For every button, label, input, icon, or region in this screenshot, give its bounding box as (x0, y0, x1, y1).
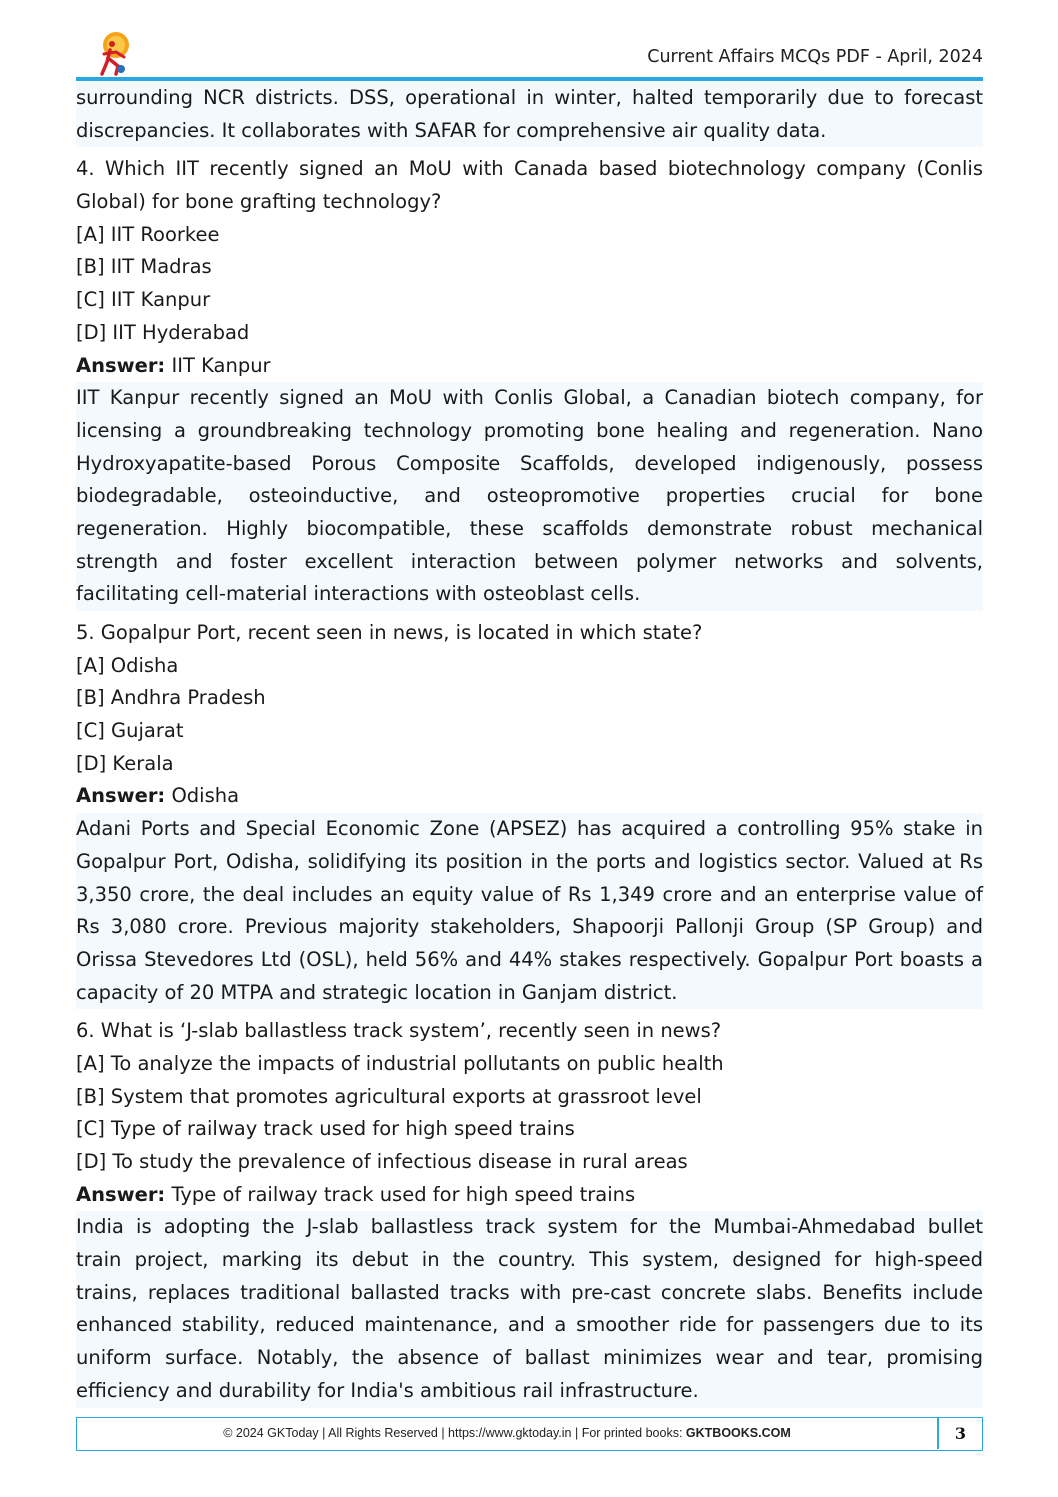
question-text: 5. Gopalpur Port, recent seen in news, is located in which state? (76, 621, 703, 644)
paragraph-line: discrepancies. It collaborates with SAFAR for comprehensive air quality data. (76, 118, 827, 142)
answer-label: Answer: (76, 353, 166, 377)
answer-value: IIT Kanpur (171, 353, 271, 377)
option-a: [A] IIT Roorkee (76, 222, 220, 246)
answer-line (76, 780, 983, 813)
page-number: 3 (954, 1424, 967, 1443)
paragraph-line: trains, replaces traditional ballasted tracks with pre-cast concrete slabs. Benefits include (76, 1280, 983, 1304)
footer-brand-link[interactable]: GKTBOOKS.COM (685, 1426, 791, 1440)
footer-copyright (77, 1418, 937, 1449)
page-footer (76, 1417, 983, 1451)
question-block-5 (76, 617, 983, 1009)
option-b: [B] System that promotes agricultural exports at grassroot level (76, 1084, 702, 1108)
answer-value: Odisha (171, 784, 240, 808)
paragraph-line: capacity of 20 MTPA and strategic location in Ganjam district. (76, 980, 678, 1004)
paragraph-line: India is adopting the J-slab ballastless track system for the Mumbai-Ahmedabad bullet (76, 1215, 983, 1239)
option-c: [C] Gujarat (76, 719, 184, 743)
option-d: [D] IIT Hyderabad (76, 320, 250, 344)
option-c: [C] IIT Kanpur (76, 288, 211, 312)
paragraph-line: IIT Kanpur recently signed an MoU with Conlis Global, a Canadian biotech company, for (76, 386, 983, 410)
paragraph-line: Gopalpur Port, Odisha, solidifying its position in the ports and logistics sector. Valued at Rs (76, 849, 983, 873)
explanation-paragraph (76, 382, 983, 611)
paragraph-line: Orissa Stevedores Ltd (OSL), held 56% and 44% stakes respectively. Gopalpur Port boasts a (76, 947, 983, 971)
answer-line (76, 1179, 983, 1212)
answer-label: Answer: (76, 1182, 166, 1206)
option-b: [B] Andhra Pradesh (76, 686, 266, 710)
paragraph-line: uniform surface. Notably, the absence of ballast minimizes wear and tear, promising (76, 1346, 983, 1370)
answer-line (76, 350, 983, 383)
paragraph-line: strength and foster excellent interaction between polymer networks and solvents, (76, 549, 983, 573)
option-c: [C] Type of railway track used for high speed trains (76, 1117, 575, 1141)
question-block-6 (76, 1015, 983, 1407)
paragraph-line: licensing a groundbreaking technology promoting bone healing and regeneration. Nano (76, 418, 983, 442)
question-text: 4. Which IIT recently signed an MoU with Canada based biotechnology company (Conlis (76, 157, 983, 181)
gktoday-logo-icon (94, 30, 134, 78)
paragraph-line: Adani Ports and Special Economic Zone (APSEZ) has acquired a controlling 95% stake in (76, 817, 983, 841)
header-divider (76, 77, 983, 81)
question-block-4 (76, 153, 983, 611)
paragraph-line: 3,350 crore, the deal includes an equity value of Rs 1,349 crore and an enterprise value of (76, 882, 983, 906)
page-content (76, 82, 983, 1408)
option-b: [B] IIT Madras (76, 255, 212, 279)
page-header (76, 30, 983, 80)
paragraph-line: Rs 3,080 crore. Previous majority stakeholders, Shapoorji Pallonji Group (SP Group) and (76, 915, 983, 939)
answer-label: Answer: (76, 784, 166, 808)
explanation-paragraph (76, 813, 983, 1009)
paragraph-line: train project, marking its debut in the country. This system, designed for high-speed (76, 1248, 983, 1272)
paragraph-line: efficiency and durability for India's ambitious rail infrastructure. (76, 1378, 699, 1402)
paragraph-line: surrounding NCR districts. DSS, operational in winter, halted temporarily due to forecast (76, 86, 983, 109)
option-a: [A] Odisha (76, 653, 179, 677)
paragraph-line: Hydroxyapatite-based Porous Composite Scaffolds, developed indigenously, possess (76, 451, 983, 475)
option-d: [D] To study the prevalence of infectious disease in rural areas (76, 1150, 688, 1173)
footer-text: © 2024 GKToday | All Rights Reserved | https://www.gktoday.in | For printed books: (223, 1426, 683, 1440)
paragraph-line: regeneration. Highly biocompatible, these scaffolds demonstrate robust mechanical (76, 516, 983, 540)
paragraph-line: biodegradable, osteoinductive, and osteopromotive properties crucial for bone (76, 484, 983, 508)
explanation-paragraph (76, 1211, 983, 1407)
question-text: Global) for bone grafting technology? (76, 190, 442, 214)
question-text: 6. What is ‘J-slab ballastless track system’, recently seen in news? (76, 1019, 722, 1043)
document-title: Current Affairs MCQs PDF - April, 2024 (647, 47, 983, 67)
intro-paragraph (76, 82, 983, 147)
paragraph-line: enhanced stability, reduced maintenance, and a smoother ride for passengers due to its (76, 1313, 983, 1337)
option-d: [D] Kerala (76, 751, 174, 775)
answer-value: Type of railway track used for high speed trains (171, 1182, 636, 1206)
paragraph-line: facilitating cell-material interactions with osteoblast cells. (76, 582, 641, 606)
option-a: [A] To analyze the impacts of industrial pollutants on public health (76, 1051, 724, 1075)
